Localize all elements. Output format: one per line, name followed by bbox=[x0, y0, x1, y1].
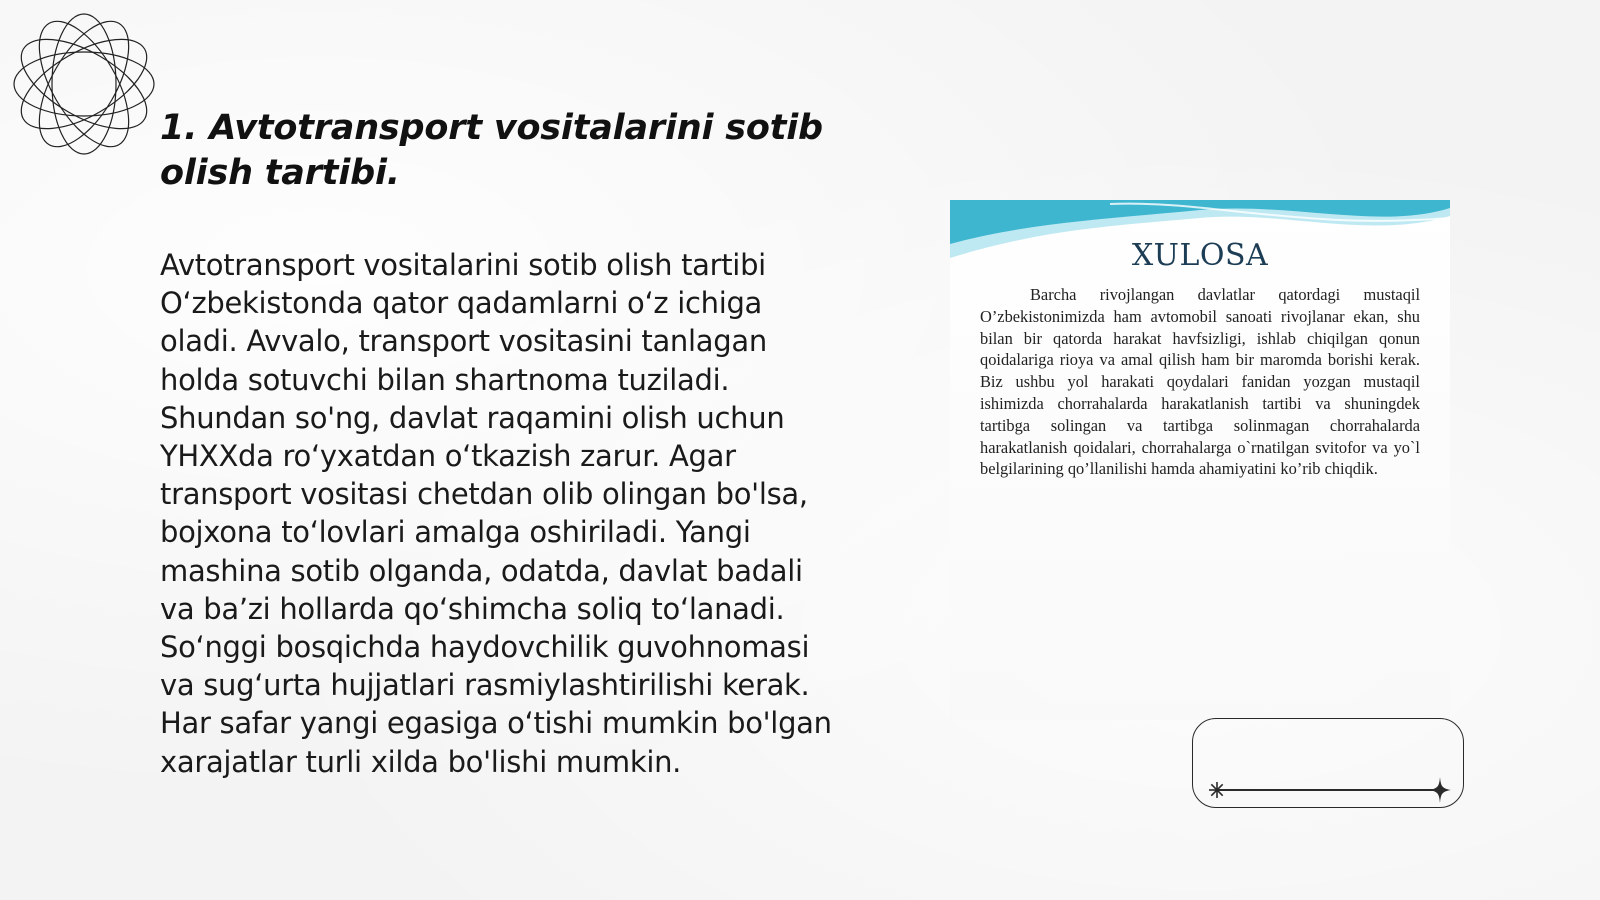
slide-body-text: Avtotransport vositalarini sotib olish tartibi O‘zbekistonda qator qadamlarni o‘z ichiga oladi. Avvalo, transport vositasini tanlagan holda sotuvchi bilan shartnoma tuziladi. Shundan so'ng, davlat raqamini olish uchun YHXXda ro‘yxatdan o‘tkazish zarur. Agar transport vositasi chetdan olib olingan bo'lsa, bojxona to‘lovlari amalga oshiriladi. Yangi mashina sotib olganda, odatda, davlat badali va ba’zi hollarda qo‘shimcha soliq to‘lanadi. So‘nggi bosqichda haydovchilik guvohnomasi va sug‘urta hujjatlari rasmiylashtirilishi kerak. Har safar yangi egasiga o‘tishi mumkin bo'lgan xarajatlar turli xilda bo'lishi mumkin. bbox=[160, 248, 832, 779]
card-heading: XULOSA bbox=[1131, 238, 1269, 273]
orbit-circles-icon bbox=[10, 10, 158, 158]
conclusion-card bbox=[950, 200, 1450, 720]
slide-title: 1. Avtotransport vositalarini sotib olish tartibi. bbox=[160, 108, 823, 193]
timeline-line bbox=[1217, 789, 1439, 791]
timeline-decoration bbox=[1192, 718, 1464, 808]
card-text: Barcha rivojlangan davlatlar qatordagi mustaqil O’zbekistonimizda ham avtomobil sanoati rivojlanar ekan, shu bilan bir qatorda harakat havfsizligi, ishlab chiqilgan qonun qoidalariga rioya va amal qilish ham bir maromda borishi kerak. Biz ushbu yol harakati qoydalari fanidan yozgan mustaqil ishimizda chorrahalarda harakatlanish tartibi va shuningdek tartibga solingan va tartibga solinmagan chorrahalarda harakatlanish qoidalari, chorrahalarga o`rnatilgan svitofor va yo`l belgilarining qo’llanilishi hamda ahamiyatini ko’rib chiqdik. bbox=[980, 285, 1420, 479]
sparkle-star-icon bbox=[1429, 777, 1451, 803]
